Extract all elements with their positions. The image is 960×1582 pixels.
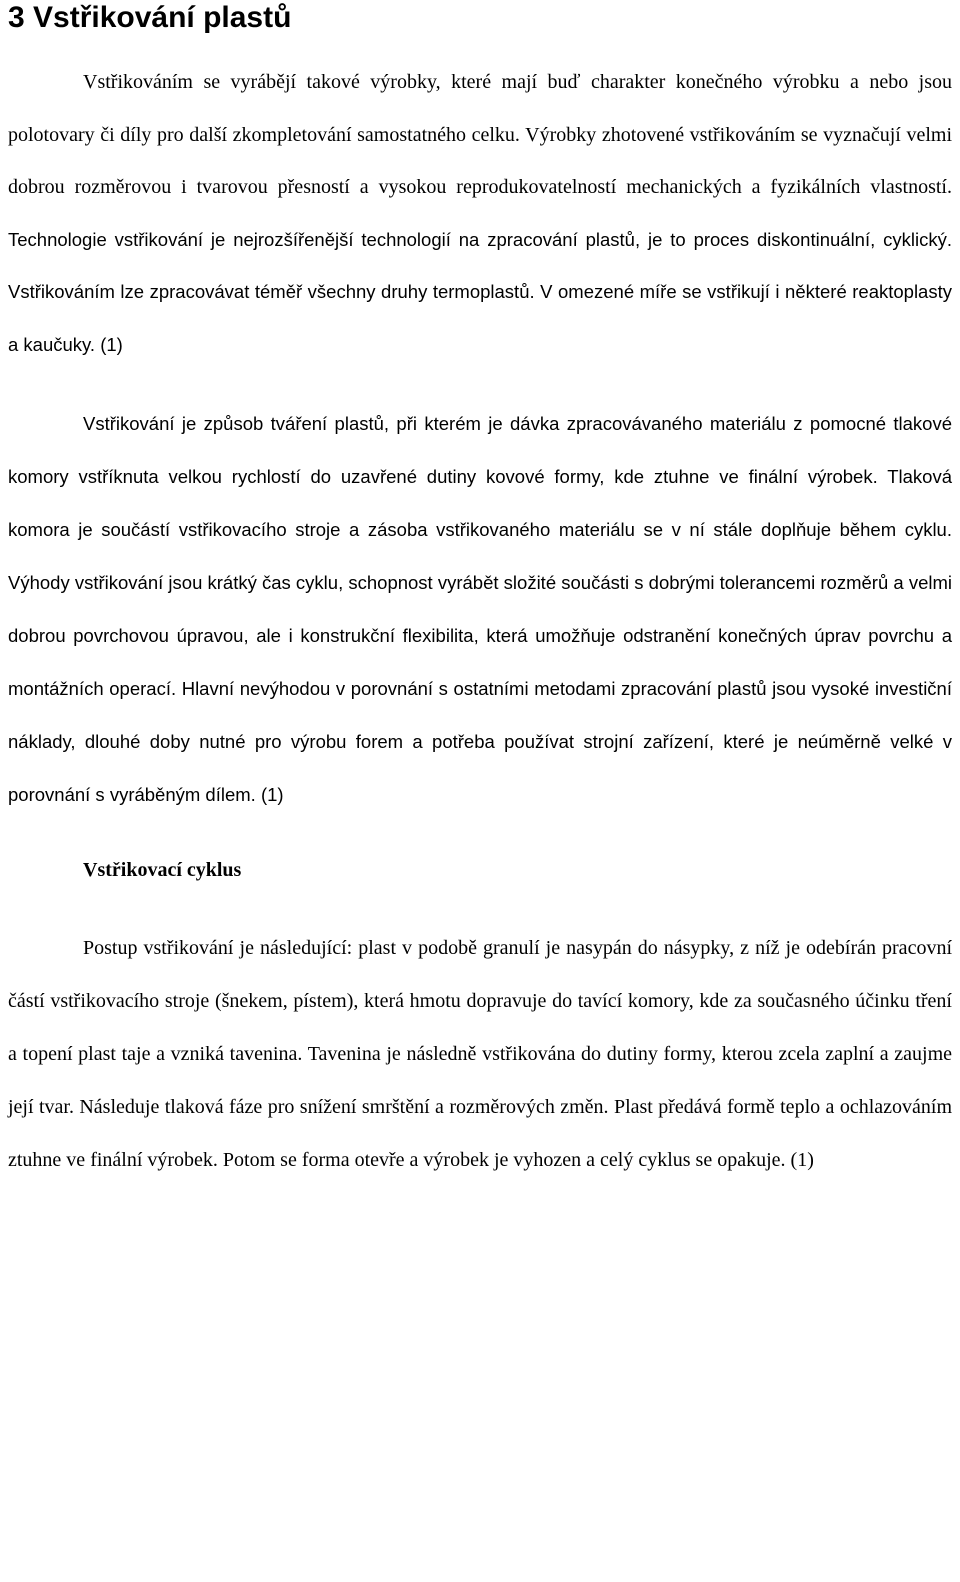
section-subheading: Vstřikovací cyklus: [83, 859, 242, 881]
paragraph-cycle: Postup vstřikování je následující: plast v podobě granulí je nasypán do násypky, z níž je odebírán pracovní částí vstřikovacího stroje (šnekem, pístem), která hmotu dopravuje do tavící komory, kde za současného účinku tření a topení plast taje a vzniká tavenina. Tavenina je následně vstřikována do dutiny formy, kterou zcela zaplní a zaujme její tvar. Následuje tlaková fáze pro snížení smrštění a rozměrových změn. Plast předává formě teplo a ochlazováním ztuhne ve finální výrobek. Potom se forma otevře a výrobek je vyhozen a celý cyklus se opakuje. (1): [8, 937, 952, 1171]
chapter-heading: 3 Vstřikování plastů: [8, 1, 292, 34]
paragraph-intro: [8, 56, 952, 371]
paragraph-definition: Vstřikování je způsob tváření plastů, při kterém je dávka zpracovávaného materiálu z pomocné tlakové komory vstříknuta velkou rychlostí do uzavřené dutiny kovové formy, kde ztuhne ve finální výrobek. Tlaková komora je součástí vstřikovacího stroje a zásoba vstřikovaného materiálu se v ní stále doplňuje během cyklu. Výhody vstřikování jsou krátký čas cyklu, schopnost vyrábět složité součásti s dobrými tolerancemi rozměrů a velmi dobrou povrchovou úpravou, ale i konstrukční flexibilita, která umožňuje odstranění konečných úprav povrchu a montážních operací. Hlavní nevýhodou v porovnání s ostatními metodami zpracování plastů jsou vysoké investiční náklady, dlouhé doby nutné pro výrobu forem a potřeba používat strojní zařízení, které je neúměrně velké v porovnání s vyráběným dílem. (1): [8, 413, 952, 805]
paragraph-intro-sans-text: Technologie vstřikování je nejrozšířenější technologií na zpracování plastů, je to proces diskontinuální, cyklický. Vstřikováním lze zpracovávat téměř všechny druhy termoplastů. V omezené míře se vstřikují i některé reaktoplasty a kaučuky. (1): [8, 228, 952, 355]
paragraph-intro-serif-text: Vstřikováním se vyrábějí takové výrobky, které mají buď charakter konečného výrobku a nebo jsou polotovary či díly pro další zkompletování samostatného celku. Výrobky zhotovené vstřikováním se vyznačují velmi dobrou rozměrovou i tvarovou přesností a vysokou reprodukovatelností mechanických a fyzikálních vlastností.: [8, 71, 952, 198]
